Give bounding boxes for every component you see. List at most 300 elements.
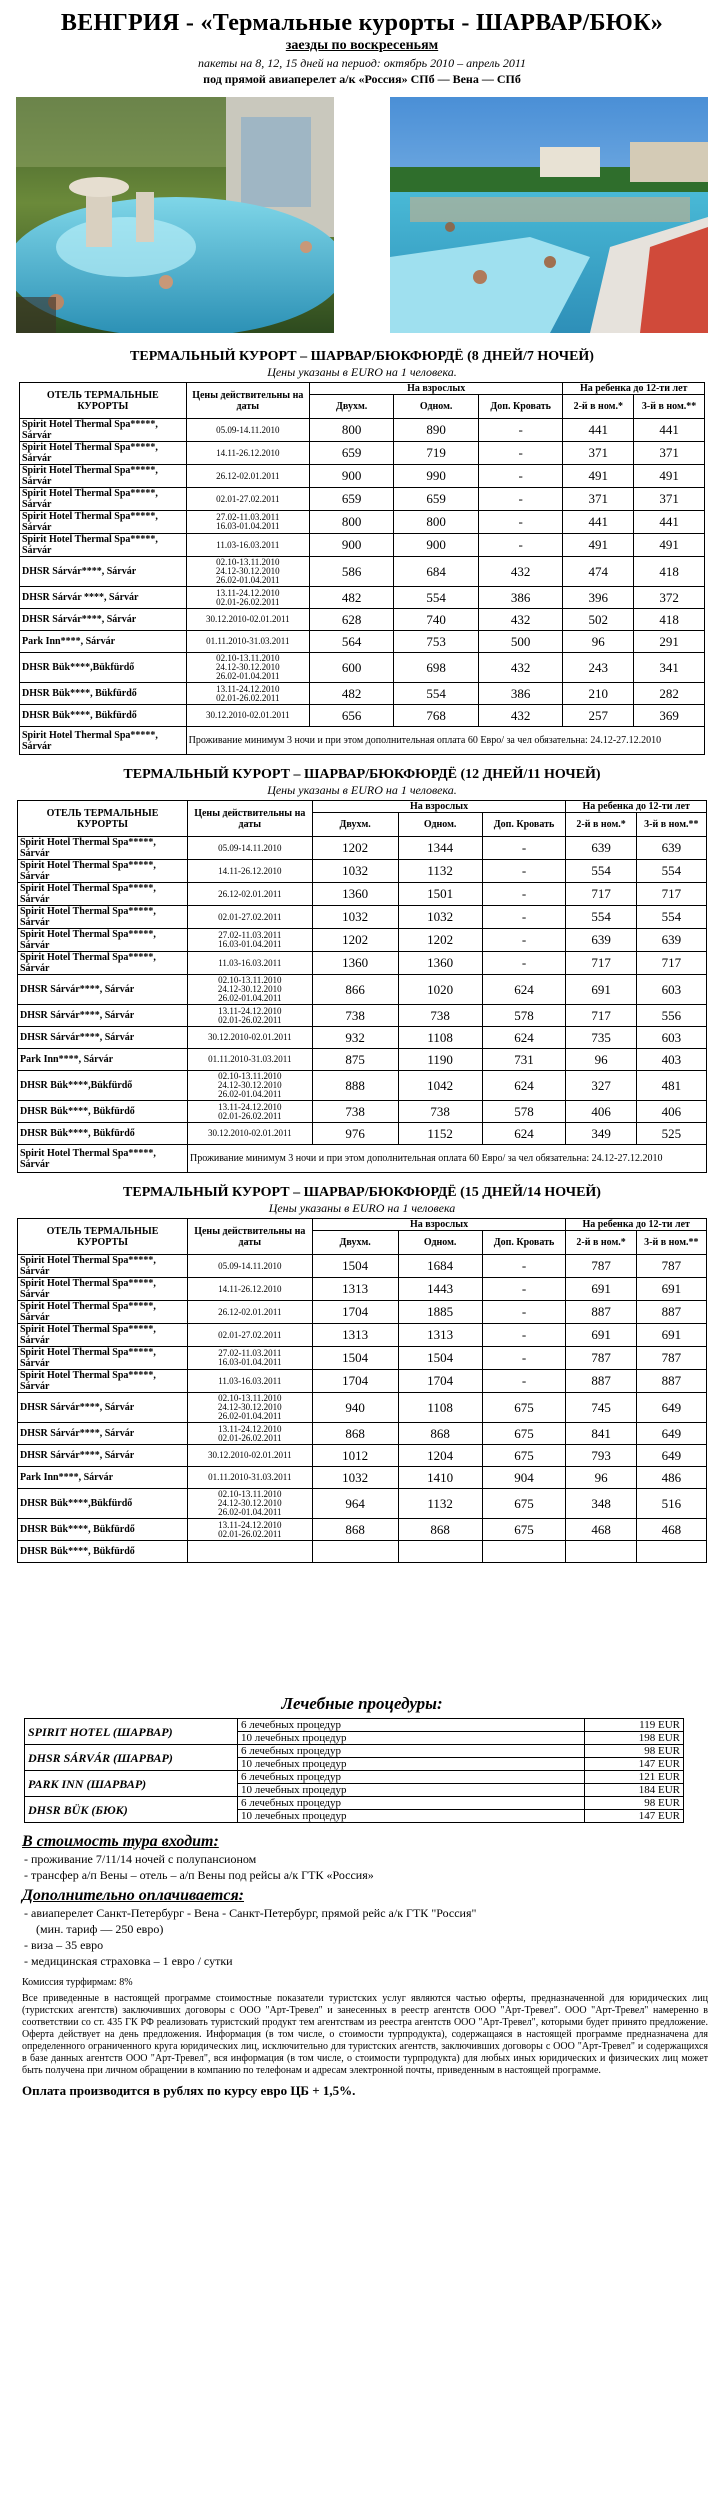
- col-extra-bed-header: Доп. Кровать: [482, 813, 566, 837]
- child3-price-cell: 639: [636, 837, 706, 860]
- child2-price-cell: 717: [566, 883, 636, 906]
- child3-price-cell: 441: [634, 511, 705, 534]
- extra-bed-price-cell: -: [478, 419, 563, 442]
- col-hotel-header: ОТЕЛЬ ТЕРМАЛЬНЫЕ КУРОРТЫ: [18, 1219, 188, 1255]
- single-price-cell: 554: [394, 683, 478, 705]
- single-price-cell: 554: [394, 587, 478, 609]
- extra-bed-price-cell: 675: [482, 1423, 566, 1445]
- single-price-cell: 890: [394, 419, 478, 442]
- single-price-cell: 1204: [398, 1445, 482, 1467]
- extra-pay-item: - медицинская страховка – 1 евро / сутки: [24, 1954, 233, 1968]
- hotel-cell: DHSR Bük****, Bükfürdő: [18, 1101, 188, 1123]
- child2-price-cell: 371: [563, 488, 634, 511]
- single-price-cell: 753: [394, 631, 478, 653]
- double-price-cell: 1504: [312, 1255, 398, 1278]
- single-price-cell: 1684: [398, 1255, 482, 1278]
- single-price-cell: 1443: [398, 1278, 482, 1301]
- hotel-cell: Park Inn****, Sárvár: [20, 631, 187, 653]
- table-row: [20, 419, 705, 442]
- procedure-price: 98 EUR: [585, 1745, 684, 1758]
- single-price-cell: 684: [394, 557, 478, 587]
- single-price-cell: 1108: [398, 1027, 482, 1049]
- child3-price-cell: 649: [636, 1423, 706, 1445]
- col-double-header: Двухм.: [312, 813, 398, 837]
- double-price-cell: 1313: [312, 1278, 398, 1301]
- child2-price-cell: 691: [566, 1324, 636, 1347]
- procedure-count: 6 лечебных процедур: [238, 1719, 585, 1732]
- child3-price-cell: 639: [636, 929, 706, 952]
- extra-pay-item: - авиаперелет Санкт-Петербург - Вена - Санкт-Петербург, прямой рейс а/к ГТК "Россия": [24, 1906, 477, 1920]
- extra-bed-price-cell: -: [482, 929, 566, 952]
- dates-cell: 02.01-27.02.2011: [187, 906, 312, 929]
- extra-bed-price-cell: 675: [482, 1393, 566, 1423]
- child2-price-cell: 96: [566, 1467, 636, 1489]
- dates-cell: 05.09-14.11.2010: [187, 1255, 312, 1278]
- hotel-cell: Spirit Hotel Thermal Spa*****, Sárvár: [18, 1324, 188, 1347]
- hotel-cell: DHSR Sárvár****, Sárvár: [20, 609, 187, 631]
- child3-price-cell: 418: [634, 609, 705, 631]
- double-price-cell: 1032: [312, 906, 398, 929]
- table-row: [18, 975, 707, 1005]
- double-price-cell: 1313: [312, 1324, 398, 1347]
- double-price-cell: 1032: [312, 1467, 398, 1489]
- table-row: [18, 1255, 707, 1278]
- child2-price-cell: 210: [563, 683, 634, 705]
- extra-bed-price-cell: 731: [482, 1049, 566, 1071]
- section-12-days: [0, 767, 724, 1173]
- table-row: [18, 1445, 707, 1467]
- extra-bed-price-cell: -: [482, 860, 566, 883]
- child2-price-cell: 735: [566, 1027, 636, 1049]
- double-price-cell: 600: [309, 653, 393, 683]
- col-child2-header: 2-й в ном.*: [566, 813, 636, 837]
- child3-price-cell: 556: [636, 1005, 706, 1027]
- single-price-cell: 1032: [398, 906, 482, 929]
- child3-price-cell: 603: [636, 1027, 706, 1049]
- child3-price-cell: 525: [636, 1123, 706, 1145]
- hotel-cell: Spirit Hotel Thermal Spa*****, Sárvár: [18, 883, 188, 906]
- single-price-cell: 800: [394, 511, 478, 534]
- footnote-hotel: Spirit Hotel Thermal Spa*****, Sárvár: [20, 727, 187, 755]
- hotel-cell: Spirit Hotel Thermal Spa*****, Sárvár: [20, 419, 187, 442]
- col-double-header: Двухм.: [309, 395, 393, 419]
- included-item: - проживание 7/11/14 ночей с полупансионом: [24, 1852, 257, 1866]
- extra-bed-price-cell: 432: [478, 609, 563, 631]
- price-table: [17, 1218, 707, 1563]
- table-row: [18, 837, 707, 860]
- child2-price-cell: 745: [566, 1393, 636, 1423]
- extra-bed-price-cell: -: [478, 442, 563, 465]
- extra-bed-price-cell: -: [478, 534, 563, 557]
- child2-price-cell: 554: [566, 906, 636, 929]
- table-row: [20, 653, 705, 683]
- child3-price-cell: 341: [634, 653, 705, 683]
- col-hotel-header: ОТЕЛЬ ТЕРМАЛЬНЫЕ КУРОРТЫ: [20, 383, 187, 419]
- extra-bed-price-cell: 624: [482, 1123, 566, 1145]
- included-item: - трансфер а/п Вены – отель – а/п Вены под рейсы а/к ГТК «Россия»: [24, 1868, 374, 1882]
- table-row: [18, 1393, 707, 1423]
- table-row: [18, 1347, 707, 1370]
- hotel-cell: DHSR Sárvár****, Sárvár: [18, 1393, 188, 1423]
- double-price-cell: 1032: [312, 860, 398, 883]
- procedure-row: [25, 1745, 684, 1758]
- child3-price-cell: 691: [636, 1324, 706, 1347]
- child2-price-cell: 396: [563, 587, 634, 609]
- table-row: [20, 488, 705, 511]
- double-price-cell: 738: [312, 1005, 398, 1027]
- single-price-cell: 1360: [398, 952, 482, 975]
- extra-bed-price-cell: -: [482, 1301, 566, 1324]
- section-note: Цены указаны в EURO на 1 человека.: [267, 365, 457, 379]
- table-row: [18, 1101, 707, 1123]
- child3-price-cell: 468: [636, 1519, 706, 1541]
- single-price-cell: 1410: [398, 1467, 482, 1489]
- hotel-cell: DHSR Sárvár****, Sárvár: [18, 975, 188, 1005]
- dates-cell: 11.03-16.03.2011: [187, 952, 312, 975]
- single-price-cell: 1704: [398, 1370, 482, 1393]
- col-single-header: Одном.: [398, 813, 482, 837]
- child3-price-cell: 403: [636, 1049, 706, 1071]
- double-price-cell: 482: [309, 683, 393, 705]
- extra-bed-price-cell: -: [478, 488, 563, 511]
- hotel-cell: Spirit Hotel Thermal Spa*****, Sárvár: [20, 488, 187, 511]
- procedures-title: Лечебные процедуры:: [281, 1694, 443, 1713]
- single-price-cell: 990: [394, 465, 478, 488]
- extra-bed-price-cell: -: [478, 511, 563, 534]
- double-price-cell: 1704: [312, 1370, 398, 1393]
- extra-bed-price-cell: 432: [478, 557, 563, 587]
- single-price-cell: 719: [394, 442, 478, 465]
- hotel-cell: Spirit Hotel Thermal Spa*****, Sárvár: [18, 906, 188, 929]
- double-price-cell: 964: [312, 1489, 398, 1519]
- procedure-price: 147 EUR: [585, 1758, 684, 1771]
- extra-bed-price-cell: 624: [482, 1027, 566, 1049]
- single-price-cell: 1020: [398, 975, 482, 1005]
- child2-price-cell: 787: [566, 1347, 636, 1370]
- section-note: Цены указаны в EURO на 1 человека: [268, 1201, 456, 1215]
- child2-price-cell: 793: [566, 1445, 636, 1467]
- single-price-cell: 868: [398, 1519, 482, 1541]
- table-row: [18, 883, 707, 906]
- single-price-cell: 1108: [398, 1393, 482, 1423]
- extra-bed-price-cell: 386: [478, 587, 563, 609]
- extra-bed-price-cell: 624: [482, 1071, 566, 1101]
- child3-price-cell: 291: [634, 631, 705, 653]
- procedure-count: 10 лечебных процедур: [238, 1810, 585, 1823]
- price-table: [19, 382, 705, 755]
- single-price-cell: [398, 1541, 482, 1563]
- extra-bed-price-cell: -: [482, 906, 566, 929]
- disclaimer: Все приведенные в настоящей программе стоимостные показатели туристских услуг являются частью оферты, предназначенной для юридических лиц (туристских агентств) заключивших договоры с ООО "Арт-Тревел" и занесенных в реестр агентств ООО "Арт-Тревел". ООО "Арт-Тревел" намеренно в соответствии со ст. 435 ГК РФ реализовать туристский продукт тем агентствам из реестра агентств ООО "Арт-Тревел", которыми будет принято предложение. Оферта действует на день предложения. Информация (в том числе, о стоимости турпродукта), содержащаяся в настоящей программе предназначена для определенного ограниченного круга юридических лиц, исключительно для туристских агентств, заключивших договоры с ООО "Арт-Тревел" и содержащихся в базе данных агентств ООО "Арт-Тревел", вся информация (в том числе, о стоимости турпродукта) для любых иных юридических и физических лиц может быть получена при личном обращении в компанию по телефонам и адресам электронной почты, приведенным в настоящей программе.: [22, 1993, 708, 2076]
- col-adults-header: На взрослых: [312, 1219, 566, 1231]
- hotel-cell: Park Inn****, Sárvár: [18, 1049, 188, 1071]
- hotel-cell: DHSR Sárvár****, Sárvár: [20, 557, 187, 587]
- commission: Комиссия турфирмам: 8%: [22, 1977, 133, 1988]
- hotel-cell: Spirit Hotel Thermal Spa*****, Sárvár: [18, 1301, 188, 1324]
- extra-bed-price-cell: -: [482, 883, 566, 906]
- child3-price-cell: 887: [636, 1301, 706, 1324]
- dates-cell: 11.03-16.03.2011: [187, 1370, 312, 1393]
- double-price-cell: 1504: [312, 1347, 398, 1370]
- single-price-cell: 1132: [398, 1489, 482, 1519]
- dates-cell: 05.09-14.11.2010: [187, 837, 312, 860]
- dates-cell: 30.12.2010-02.01.2011: [186, 609, 309, 631]
- extra-bed-price-cell: 904: [482, 1467, 566, 1489]
- extra-bed-price-cell: 386: [478, 683, 563, 705]
- dates-cell: 30.12.2010-02.01.2011: [187, 1027, 312, 1049]
- col-child3-header: 3-й в ном.**: [636, 813, 706, 837]
- extra-bed-price-cell: -: [482, 1278, 566, 1301]
- table-row: [20, 587, 705, 609]
- table-row: [20, 705, 705, 727]
- footnote-hotel: Spirit Hotel Thermal Spa*****, Sárvár: [18, 1145, 188, 1173]
- table-row: [20, 534, 705, 557]
- dates-cell: 30.12.2010-02.01.2011: [186, 705, 309, 727]
- double-price-cell: 932: [312, 1027, 398, 1049]
- dates-cell: [187, 1541, 312, 1563]
- table-body: [20, 419, 705, 727]
- table-row: [18, 1027, 707, 1049]
- col-adults-header: На взрослых: [312, 801, 566, 813]
- double-price-cell: 800: [309, 511, 393, 534]
- table-row: [18, 1005, 707, 1027]
- child3-price-cell: 554: [636, 906, 706, 929]
- procedure-price: 98 EUR: [585, 1797, 684, 1810]
- child2-price-cell: 474: [563, 557, 634, 587]
- double-price-cell: 888: [312, 1071, 398, 1101]
- table-row: [20, 609, 705, 631]
- extra-bed-price-cell: 432: [478, 653, 563, 683]
- child3-price-cell: 717: [636, 952, 706, 975]
- double-price-cell: 1202: [312, 837, 398, 860]
- dates-cell: 30.12.2010-02.01.2011: [187, 1445, 312, 1467]
- extra-pay-block: [22, 1887, 724, 1969]
- dates-cell: 26.12-02.01.2011: [187, 1301, 312, 1324]
- procedure-price: 121 EUR: [585, 1771, 684, 1784]
- packages-text: пакеты на 8, 12, 15 дней на период: октябрь 2010 – апрель 2011: [198, 56, 526, 70]
- col-single-header: Одном.: [394, 395, 478, 419]
- child3-price-cell: 369: [634, 705, 705, 727]
- child3-price-cell: 282: [634, 683, 705, 705]
- table-row: [20, 683, 705, 705]
- hotel-cell: Spirit Hotel Thermal Spa*****, Sárvár: [18, 1370, 188, 1393]
- child3-price-cell: 371: [634, 488, 705, 511]
- procedure-count: 6 лечебных процедур: [238, 1745, 585, 1758]
- table-row: [20, 511, 705, 534]
- double-price-cell: 875: [312, 1049, 398, 1071]
- dates-cell: 02.10-13.11.2010 24.12-30.12.2010 26.02-01.04.2011: [187, 1393, 312, 1423]
- child2-price-cell: 691: [566, 1278, 636, 1301]
- double-price-cell: 659: [309, 442, 393, 465]
- hotel-cell: Spirit Hotel Thermal Spa*****, Sárvár: [18, 1278, 188, 1301]
- child3-price-cell: 491: [634, 534, 705, 557]
- procedure-price: 184 EUR: [585, 1784, 684, 1797]
- dates-cell: 02.10-13.11.2010 24.12-30.12.2010 26.02-01.04.2011: [187, 975, 312, 1005]
- child2-price-cell: 554: [566, 860, 636, 883]
- procedure-hotel: SPIRIT HOTEL (ШАРВАР): [25, 1719, 238, 1745]
- procedure-price: 147 EUR: [585, 1810, 684, 1823]
- extra-bed-price-cell: 578: [482, 1101, 566, 1123]
- double-price-cell: 1012: [312, 1445, 398, 1467]
- single-price-cell: 1885: [398, 1301, 482, 1324]
- procedure-count: 6 лечебных процедур: [238, 1771, 585, 1784]
- child3-price-cell: 486: [636, 1467, 706, 1489]
- child3-price-cell: 516: [636, 1489, 706, 1519]
- hotel-cell: Spirit Hotel Thermal Spa*****, Sárvár: [20, 534, 187, 557]
- extra-bed-price-cell: 675: [482, 1519, 566, 1541]
- extra-bed-price-cell: 432: [478, 705, 563, 727]
- extra-bed-price-cell: -: [482, 952, 566, 975]
- child2-price-cell: 887: [566, 1301, 636, 1324]
- indoor-thermal-pool-photo: [16, 97, 334, 333]
- single-price-cell: 868: [398, 1423, 482, 1445]
- procedure-price: 198 EUR: [585, 1732, 684, 1745]
- section-note: Цены указаны в EURO на 1 человека.: [267, 783, 457, 797]
- col-adults-header: На взрослых: [309, 383, 562, 395]
- dates-cell: 30.12.2010-02.01.2011: [187, 1123, 312, 1145]
- procedure-hotel: DHSR SÁRVÁR (ШАРВАР): [25, 1745, 238, 1771]
- table-row: [20, 442, 705, 465]
- outdoor-waterslide-pool-photo: [390, 97, 708, 333]
- child2-price-cell: 841: [566, 1423, 636, 1445]
- child2-price-cell: 717: [566, 952, 636, 975]
- child2-price-cell: 639: [566, 929, 636, 952]
- col-child2-header: 2-й в ном.*: [566, 1231, 636, 1255]
- hotel-cell: Spirit Hotel Thermal Spa*****, Sárvár: [18, 837, 188, 860]
- single-price-cell: 1190: [398, 1049, 482, 1071]
- child2-price-cell: 96: [563, 631, 634, 653]
- child3-price-cell: 491: [634, 465, 705, 488]
- child2-price-cell: 639: [566, 837, 636, 860]
- dates-cell: 01.11.2010-31.03.2011: [187, 1467, 312, 1489]
- hotel-cell: DHSR Bük****,Bükfürdő: [18, 1071, 188, 1101]
- table-row: [18, 1467, 707, 1489]
- child3-price-cell: 441: [634, 419, 705, 442]
- procedures-table: [24, 1718, 684, 1823]
- col-child-header: На ребенка до 12-ти лет: [566, 1219, 707, 1231]
- extra-bed-price-cell: 578: [482, 1005, 566, 1027]
- table-row: [18, 1423, 707, 1445]
- extra-bed-price-cell: -: [482, 1324, 566, 1347]
- child3-price-cell: 418: [634, 557, 705, 587]
- dates-cell: 14.11-26.12.2010: [186, 442, 309, 465]
- extra-bed-price-cell: 624: [482, 975, 566, 1005]
- page-title: ВЕНГРИЯ - «Термальные курорты - ШАРВАР/БЮК»: [60, 10, 664, 36]
- hotel-cell: DHSR Sárvár****, Sárvár: [18, 1423, 188, 1445]
- table-row: [18, 1071, 707, 1101]
- table-row: [18, 1370, 707, 1393]
- single-price-cell: 698: [394, 653, 478, 683]
- dates-cell: 27.02-11.03.2011 16.03-01.04.2011: [186, 511, 309, 534]
- table-row: [18, 1519, 707, 1541]
- col-child-header: На ребенка до 12-ти лет: [563, 383, 705, 395]
- col-child3-header: 3-й в ном.**: [636, 1231, 706, 1255]
- child2-price-cell: 717: [566, 1005, 636, 1027]
- dates-cell: 11.03-16.03.2011: [186, 534, 309, 557]
- table-row: [18, 906, 707, 929]
- dates-cell: 26.12-02.01.2011: [187, 883, 312, 906]
- col-child2-header: 2-й в ном.*: [563, 395, 634, 419]
- hotel-cell: DHSR Bük****, Bükfürdő: [18, 1541, 188, 1563]
- procedure-count: 10 лечебных процедур: [238, 1784, 585, 1797]
- col-double-header: Двухм.: [312, 1231, 398, 1255]
- child2-price-cell: 243: [563, 653, 634, 683]
- double-price-cell: 868: [312, 1423, 398, 1445]
- child3-price-cell: 649: [636, 1445, 706, 1467]
- dates-cell: 01.11.2010-31.03.2011: [186, 631, 309, 653]
- hotel-cell: DHSR Sárvár****, Sárvár: [18, 1445, 188, 1467]
- col-child3-header: 3-й в ном.**: [634, 395, 705, 419]
- hotel-cell: DHSR Bük****, Bükfürdő: [18, 1123, 188, 1145]
- dates-cell: 13.11-24.12.2010 02.01-26.02.2011: [186, 587, 309, 609]
- table-row: [18, 1123, 707, 1145]
- child3-price-cell: [636, 1541, 706, 1563]
- dates-cell: 05.09-14.11.2010: [186, 419, 309, 442]
- child2-price-cell: 327: [566, 1071, 636, 1101]
- extra-bed-price-cell: -: [482, 1347, 566, 1370]
- photos: [0, 87, 724, 337]
- double-price-cell: 800: [309, 419, 393, 442]
- table-row: [20, 557, 705, 587]
- dates-cell: 02.10-13.11.2010 24.12-30.12.2010 26.02-01.04.2011: [187, 1071, 312, 1101]
- hotel-cell: DHSR Bük****, Bükfürdő: [20, 683, 187, 705]
- col-child-header: На ребенка до 12-ти лет: [566, 801, 707, 813]
- double-price-cell: 586: [309, 557, 393, 587]
- child3-price-cell: 371: [634, 442, 705, 465]
- single-price-cell: 900: [394, 534, 478, 557]
- child2-price-cell: 406: [566, 1101, 636, 1123]
- procedure-count: 6 лечебных процедур: [238, 1797, 585, 1810]
- child2-price-cell: 441: [563, 419, 634, 442]
- double-price-cell: 628: [309, 609, 393, 631]
- table-row: [20, 465, 705, 488]
- double-price-cell: 656: [309, 705, 393, 727]
- hotel-cell: Park Inn****, Sárvár: [18, 1467, 188, 1489]
- hotel-cell: Spirit Hotel Thermal Spa*****, Sárvár: [20, 465, 187, 488]
- footnote: Проживание минимум 3 ночи и при этом дополнительная оплата 60 Евро/ за чел обязательна: 24.12-27.12.2010: [186, 727, 704, 755]
- single-price-cell: 1344: [398, 837, 482, 860]
- child2-price-cell: 491: [563, 465, 634, 488]
- hotel-cell: DHSR Bük****, Bükfürdő: [20, 705, 187, 727]
- child3-price-cell: 372: [634, 587, 705, 609]
- hotel-cell: Spirit Hotel Thermal Spa*****, Sárvár: [20, 442, 187, 465]
- single-price-cell: 1313: [398, 1324, 482, 1347]
- single-price-cell: 1042: [398, 1071, 482, 1101]
- double-price-cell: 866: [312, 975, 398, 1005]
- extra-pay-item: (мин. тариф — 250 евро): [36, 1922, 164, 1936]
- double-price-cell: 1202: [312, 929, 398, 952]
- extra-bed-price-cell: -: [478, 465, 563, 488]
- price-table: [17, 800, 707, 1173]
- table-row: [18, 952, 707, 975]
- single-price-cell: 768: [394, 705, 478, 727]
- hotel-cell: DHSR Sárvár****, Sárvár: [18, 1005, 188, 1027]
- child3-price-cell: 717: [636, 883, 706, 906]
- dates-cell: 02.10-13.11.2010 24.12-30.12.2010 26.02-01.04.2011: [186, 653, 309, 683]
- hotel-cell: Spirit Hotel Thermal Spa*****, Sárvár: [18, 860, 188, 883]
- child2-price-cell: 257: [563, 705, 634, 727]
- single-price-cell: 738: [398, 1101, 482, 1123]
- double-price-cell: 738: [312, 1101, 398, 1123]
- col-extra-bed-header: Доп. Кровать: [478, 395, 563, 419]
- section-title: ТЕРМАЛЬНЫЙ КУРОРТ – ШАРВАР/БЮКФЮРДЁ (8 ДНЕЙ/7 НОЧЕЙ): [130, 349, 594, 364]
- child2-price-cell: 468: [566, 1519, 636, 1541]
- included-title: В стоимость тура входит:: [22, 1833, 219, 1850]
- child2-price-cell: 887: [566, 1370, 636, 1393]
- hotel-cell: DHSR Bük****,Bükfürdő: [18, 1489, 188, 1519]
- child3-price-cell: 481: [636, 1071, 706, 1101]
- dates-cell: 02.01-27.02.2011: [186, 488, 309, 511]
